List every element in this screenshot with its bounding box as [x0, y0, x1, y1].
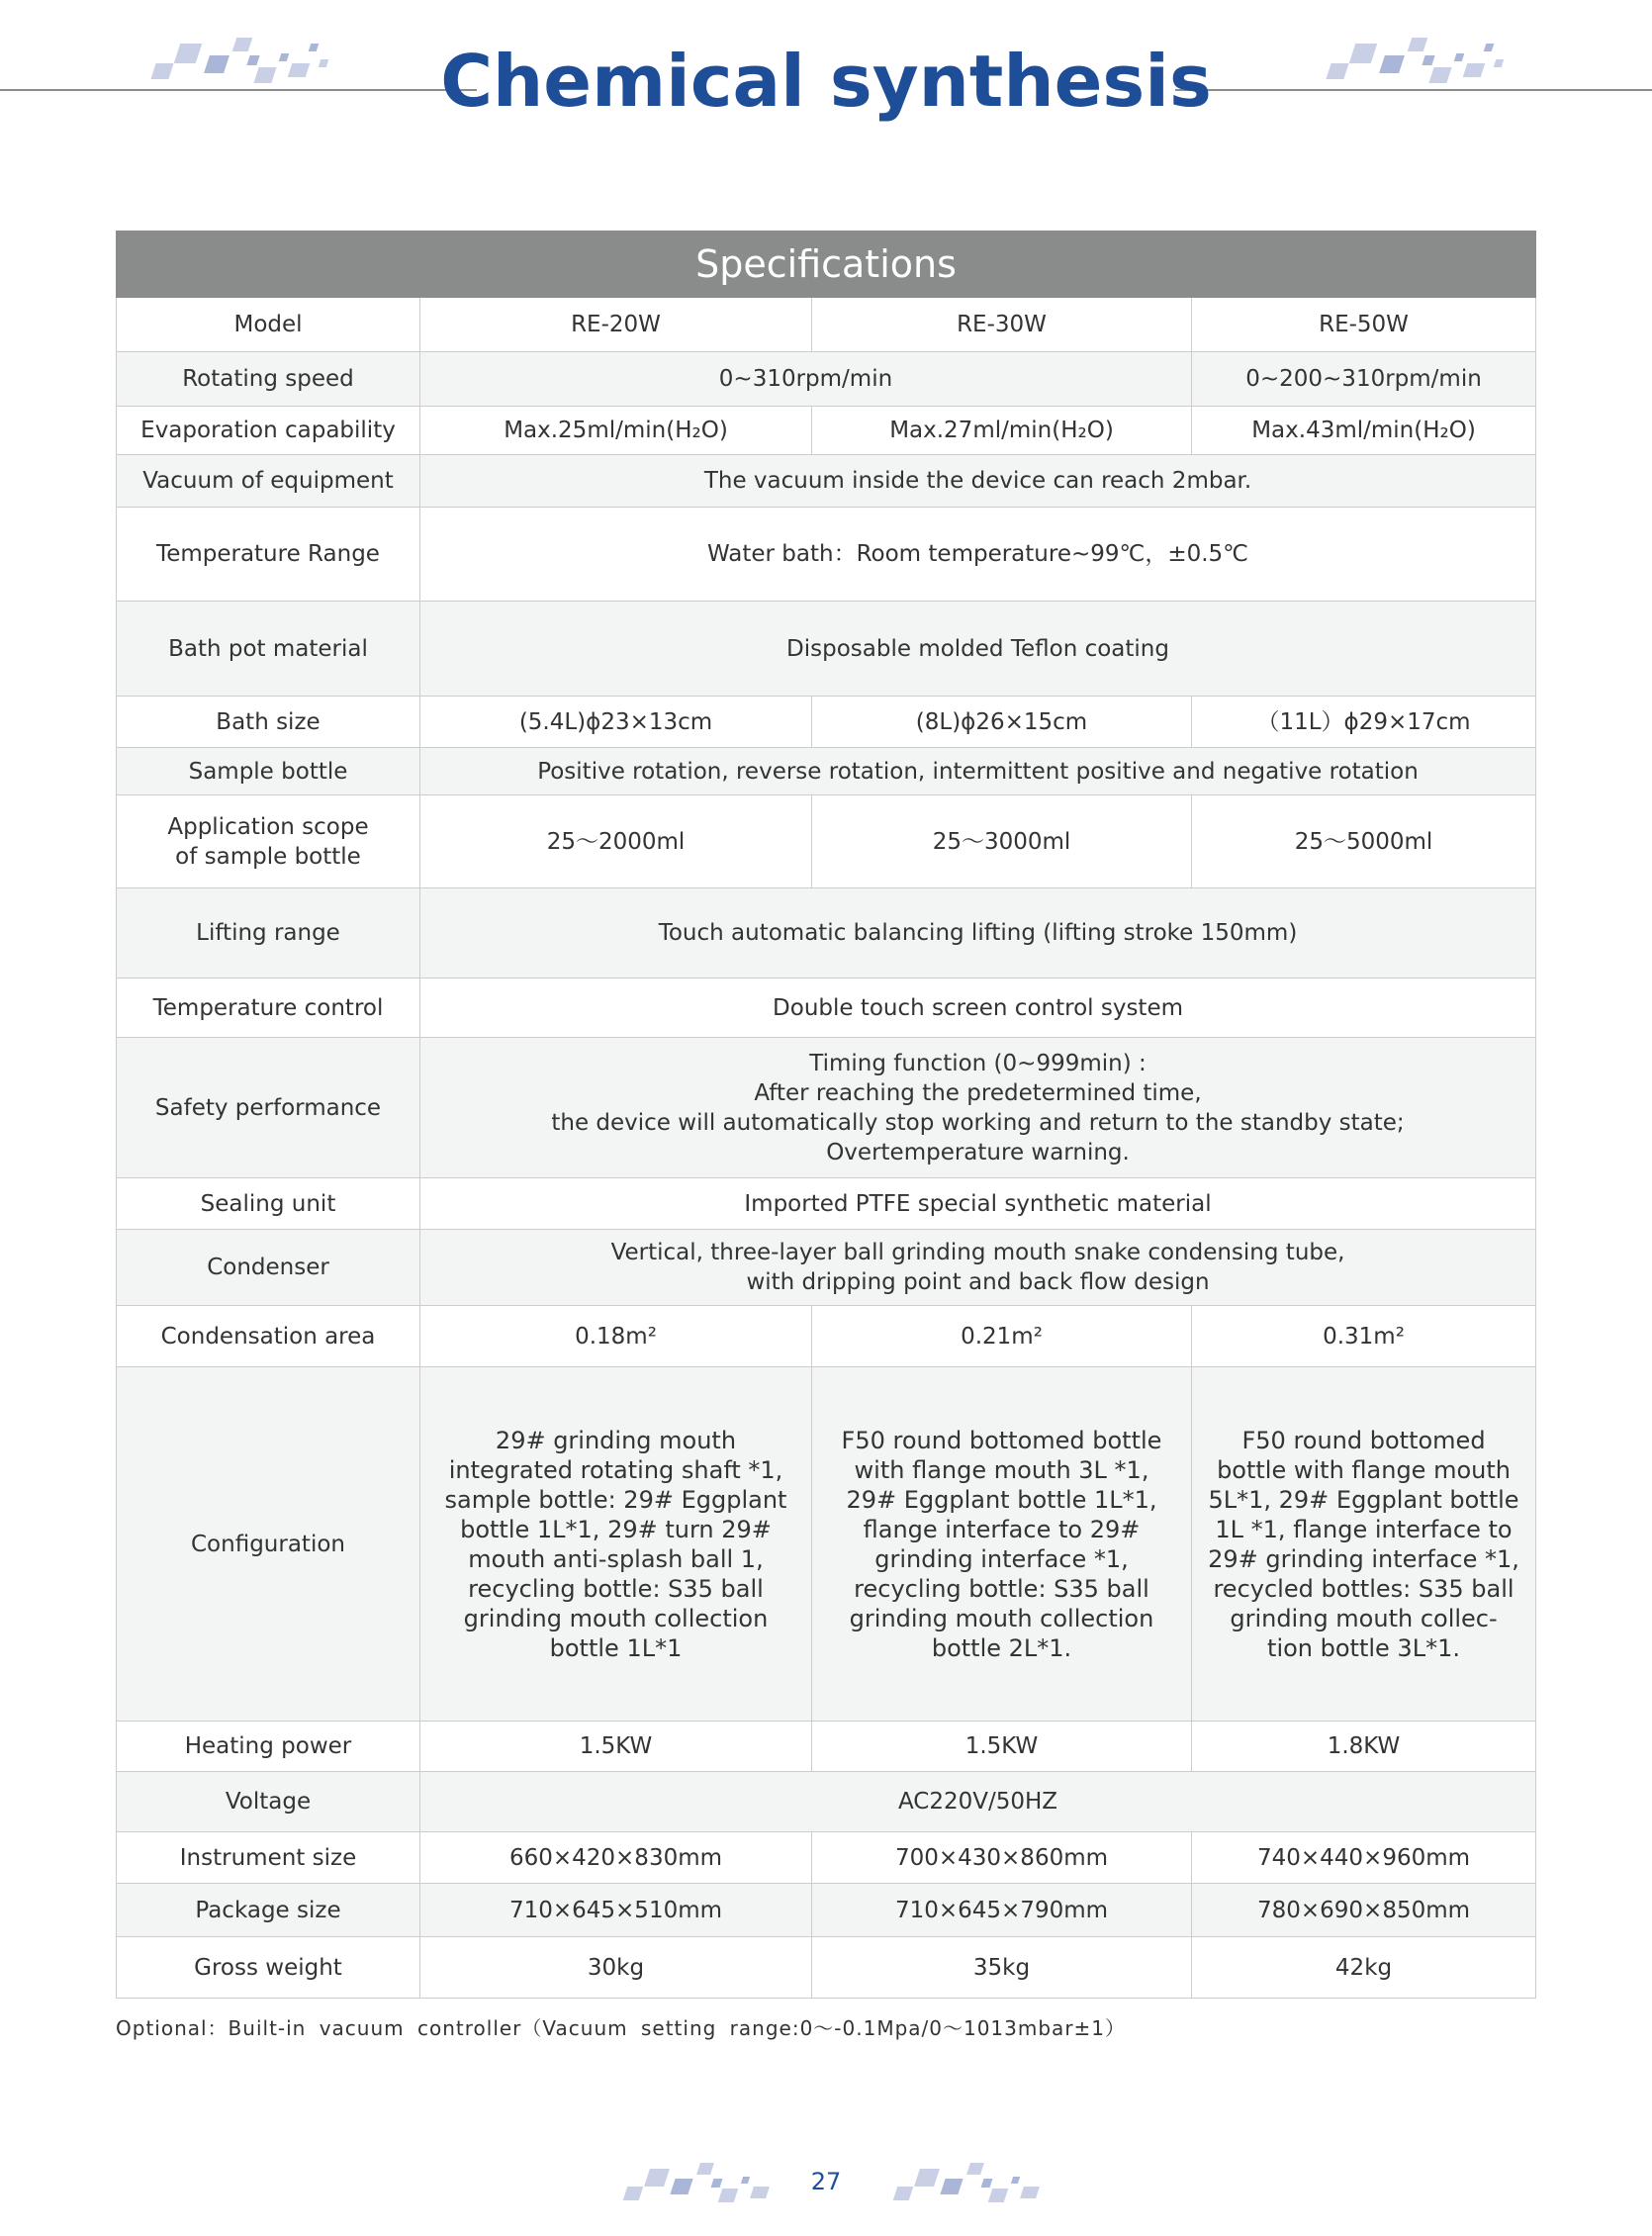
cell: 0.18m²: [420, 1306, 812, 1367]
cell-line: integrated rotating shaft *1,: [448, 1455, 783, 1484]
cell: 710×645×510mm: [420, 1884, 812, 1937]
cell-line: 1L *1, flange interface to: [1215, 1515, 1513, 1543]
table-row: [117, 352, 1536, 407]
cell-line: recycled bottles: S35 ball: [1213, 1574, 1514, 1603]
cell: 0~200~310rpm/min: [1192, 352, 1536, 407]
cell: 25～5000ml: [1192, 795, 1536, 888]
cell-line: 29# Eggplant bottle 1L*1,: [846, 1485, 1157, 1514]
cell: Max.43ml/min(H₂O): [1192, 407, 1536, 455]
cell: The vacuum inside the device can reach 2mbar.: [420, 455, 1536, 508]
cell: 660×420×830mm: [420, 1832, 812, 1884]
cell-line: grinding mouth collection: [849, 1604, 1154, 1632]
row-label: Condensation area: [117, 1306, 420, 1367]
cell: Max.25ml/min(H₂O): [420, 407, 812, 455]
optional-note: Optional：Built-in vacuum controller（Vacuum setting range:0～-0.1Mpa/0～1013mbar±1）: [116, 2016, 1127, 2040]
cell: 700×430×860mm: [812, 1832, 1192, 1884]
table-header-row: [117, 232, 1536, 298]
row-label: Model: [117, 298, 420, 352]
cell: [1192, 1367, 1536, 1722]
row-label: Bath size: [117, 697, 420, 748]
row-label: Evaporation capability: [117, 407, 420, 455]
table-row: [117, 1722, 1536, 1772]
table-heading: Specifications: [117, 232, 1536, 298]
row-label: Configuration: [117, 1367, 420, 1722]
cell: AC220V/50HZ: [420, 1772, 1536, 1832]
cell-line: grinding interface *1,: [874, 1544, 1129, 1573]
table-row: [117, 1178, 1536, 1230]
row-label: Gross weight: [117, 1937, 420, 1999]
cell: 0.21m²: [812, 1306, 1192, 1367]
cell: 25～2000ml: [420, 795, 812, 888]
cell: RE-20W: [420, 298, 812, 352]
table-row: [117, 1832, 1536, 1884]
cell: Positive rotation, reverse rotation, intermittent positive and negative rotation: [420, 748, 1536, 795]
table-row: [117, 508, 1536, 602]
cell: [420, 1038, 1536, 1178]
table-row: [117, 697, 1536, 748]
cell: Water bath：Room temperature~99℃，±0.5℃: [420, 508, 1536, 602]
cell: Imported PTFE special synthetic material: [420, 1178, 1536, 1230]
row-label: Package size: [117, 1884, 420, 1937]
row-label: Instrument size: [117, 1832, 420, 1884]
table-row: [117, 1937, 1536, 1999]
cell: RE-50W: [1192, 298, 1536, 352]
cell-line: Overtemperature warning.: [826, 1139, 1130, 1165]
cell: Double touch screen control system: [420, 978, 1536, 1038]
row-label: Bath pot material: [117, 602, 420, 697]
cell-line: F50 round bottomed bottle: [841, 1426, 1162, 1454]
row-label: [117, 795, 420, 888]
cell: 710×645×790mm: [812, 1884, 1192, 1937]
cell: [812, 1367, 1192, 1722]
table-row: [117, 1884, 1536, 1937]
cell-line: Vertical, three-layer ball grinding mouth snake condensing tube,: [610, 1240, 1345, 1265]
cell-line: bottle 1L*1: [549, 1633, 683, 1662]
row-label: Sealing unit: [117, 1178, 420, 1230]
cell-line: F50 round bottomed: [1241, 1426, 1486, 1454]
cell-line: 29# grinding interface *1,: [1208, 1544, 1519, 1573]
cell: 780×690×850mm: [1192, 1884, 1536, 1937]
cell: RE-30W: [812, 298, 1192, 352]
table-row: [117, 978, 1536, 1038]
cell-line: grinding mouth collection: [463, 1604, 769, 1632]
cell: 1.5KW: [420, 1722, 812, 1772]
cell: 1.5KW: [812, 1722, 1192, 1772]
cell: [420, 1367, 812, 1722]
cell-line: 29# grinding mouth: [495, 1426, 737, 1454]
cell-line: After reaching the predetermined time,: [754, 1079, 1202, 1106]
cell-line: 5L*1, 29# Eggplant bottle: [1208, 1485, 1519, 1514]
cell: 35kg: [812, 1937, 1192, 1999]
table-row: [117, 1306, 1536, 1367]
cell: [420, 1230, 1536, 1306]
cell-line: recycling bottle: S35 ball: [468, 1574, 764, 1603]
table-row: [117, 795, 1536, 888]
cell: 0.31m²: [1192, 1306, 1536, 1367]
cell: 740×440×960mm: [1192, 1832, 1536, 1884]
table-row: [117, 888, 1536, 978]
row-label: Condenser: [117, 1230, 420, 1306]
cell-line: bottle with flange mouth: [1217, 1455, 1511, 1484]
row-label: Temperature control: [117, 978, 420, 1038]
table-row: [117, 1038, 1536, 1178]
row-label: Safety performance: [117, 1038, 420, 1178]
cell-line: with dripping point and back flow design: [746, 1269, 1210, 1295]
table-row: [117, 407, 1536, 455]
cell: (8L)ϕ26×15cm: [812, 697, 1192, 748]
row-label: Sample bottle: [117, 748, 420, 795]
cell: 0~310rpm/min: [420, 352, 1192, 407]
cell-line: sample bottle: 29# Eggplant: [444, 1485, 787, 1514]
table-row: [117, 298, 1536, 352]
cell: 42kg: [1192, 1937, 1536, 1999]
row-label: Vacuum of equipment: [117, 455, 420, 508]
cell-line: flange interface to 29#: [863, 1515, 1141, 1543]
page-number: 27: [810, 2168, 842, 2195]
table-row: [117, 602, 1536, 697]
cell: Touch automatic balancing lifting (lifting stroke 150mm): [420, 888, 1536, 978]
row-label: Voltage: [117, 1772, 420, 1832]
table-row: [117, 748, 1536, 795]
cell: Disposable molded Teflon coating: [420, 602, 1536, 697]
cell-line: mouth anti-splash ball 1,: [468, 1544, 764, 1573]
table-row: [117, 1772, 1536, 1832]
cell-line: Timing function (0~999min) :: [809, 1050, 1147, 1076]
row-label: Lifting range: [117, 888, 420, 978]
cell: （11L）ϕ29×17cm: [1192, 697, 1536, 748]
row-label: Temperature Range: [117, 508, 420, 602]
cell-line: the device will automatically stop working and return to the standby state;: [551, 1109, 1405, 1136]
cell: Max.27ml/min(H₂O): [812, 407, 1192, 455]
row-label: Heating power: [117, 1722, 420, 1772]
cell-line: with flange mouth 3L *1,: [854, 1455, 1149, 1484]
cell: (5.4L)ϕ23×13cm: [420, 697, 812, 748]
row-label: Rotating speed: [117, 352, 420, 407]
specifications-table: [116, 231, 1536, 1999]
cell-line: tion bottle 3L*1.: [1267, 1633, 1460, 1662]
cell-line: recycling bottle: S35 ball: [854, 1574, 1149, 1603]
cell-line: grinding mouth collec-: [1230, 1604, 1498, 1632]
page-title: Chemical synthesis: [440, 40, 1212, 123]
table-row: [117, 1367, 1536, 1722]
cell: 25～3000ml: [812, 795, 1192, 888]
table-row: [117, 1230, 1536, 1306]
row-label-line: Application scope: [167, 813, 369, 840]
cell: 30kg: [420, 1937, 812, 1999]
cell: 1.8KW: [1192, 1722, 1536, 1772]
cell-line: bottle 1L*1, 29# turn 29#: [460, 1515, 772, 1543]
cell-line: bottle 2L*1.: [931, 1633, 1072, 1662]
table-row: [117, 455, 1536, 508]
row-label-line: of sample bottle: [175, 843, 361, 870]
